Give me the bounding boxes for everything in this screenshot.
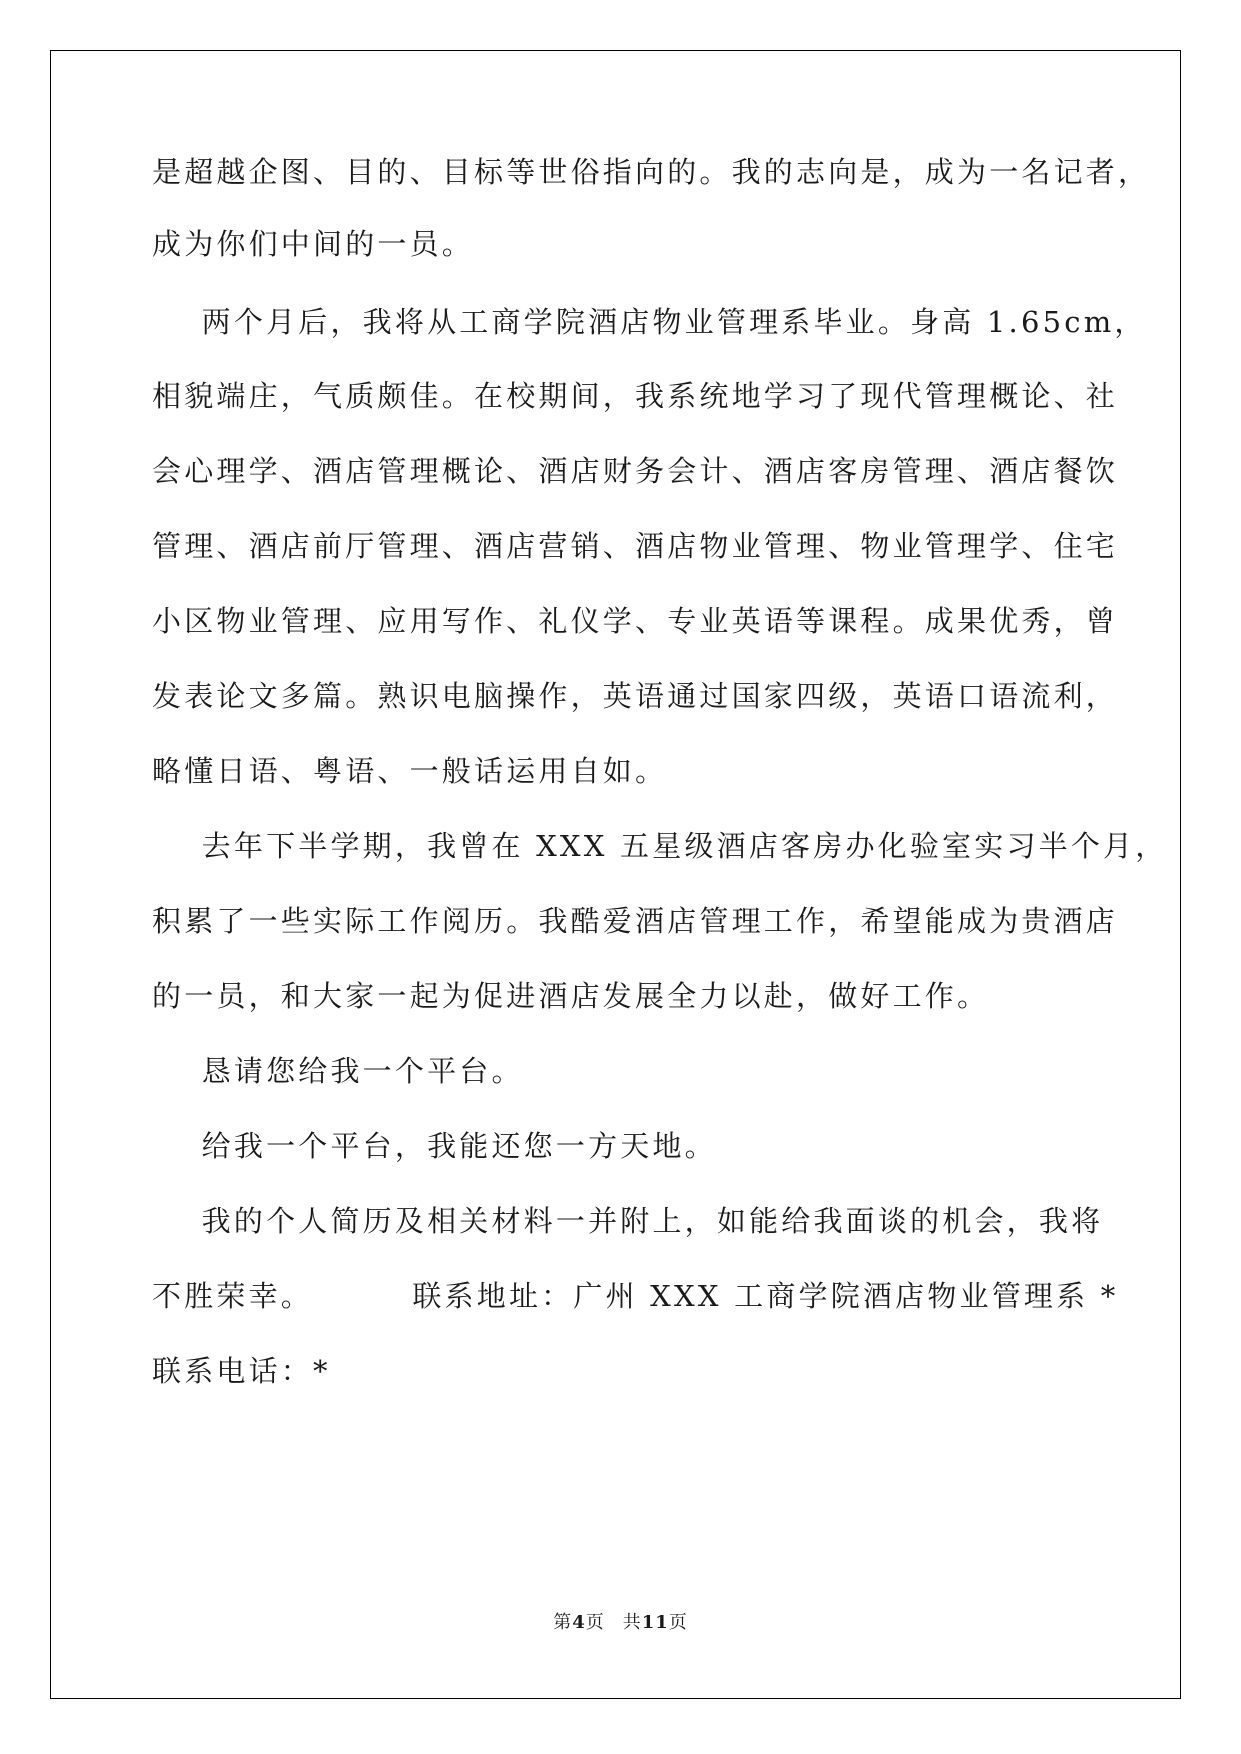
text-line: 略懂日语、粤语、一般话运用自如。 [152,754,668,788]
text-line: 我的个人简历及相关材料一并附上，如能给我面谈的机会，我将 [152,1204,1104,1238]
text-line: 小区物业管理、应用写作、礼仪学、专业英语等课程。成果优秀，曾 [152,604,1119,638]
text-line: 两个月后，我将从工商学院酒店物业管理系毕业。身高 1.65cm， [152,305,1147,339]
text-line: 成为你们中间的一员。 [152,227,475,261]
text-line: 的一员，和大家一起为促进酒店发展全力以赴，做好工作。 [152,979,990,1013]
page-prefix: 第 [553,1612,573,1633]
page-suffix: 页 [585,1612,605,1633]
total-suffix: 页 [668,1612,688,1633]
page-number: 4 [572,1612,586,1633]
text-line: 相貌端庄，气质颇佳。在校期间，我系统地学习了现代管理概论、社 [152,379,1119,413]
text-line: 去年下半学期，我曾在 XXX 五星级酒店客房办化验室实习半个月， [152,829,1168,863]
text-line: 不胜荣幸。 联系地址：广州 XXX 工商学院酒店物业管理系 * [152,1279,1119,1313]
text-line: 积累了一些实际工作阅历。我酷爱酒店管理工作，希望能成为贵酒店 [152,904,1119,938]
total-pages: 11 [641,1612,669,1633]
text-line: 发表论文多篇。熟识电脑操作，英语通过国家四级，英语口语流利， [152,679,1119,713]
text-line: 会心理学、酒店管理概论、酒店财务会计、酒店客房管理、酒店餐饮 [152,454,1119,488]
text-line: 管理、酒店前厅管理、酒店营销、酒店物业管理、物业管理学、住宅 [152,529,1119,563]
total-prefix: 共 [622,1612,642,1633]
text-line: 是超越企图、目的、目标等世俗指向的。我的志向是，成为一名记者， [152,155,1151,189]
text-line: 给我一个平台，我能还您一方天地。 [152,1129,717,1163]
page-footer [0,1608,1241,1634]
page-frame [50,50,1181,1699]
text-line: 联系电话：* [152,1354,331,1388]
text-line: 恳请您给我一个平台。 [152,1054,524,1088]
